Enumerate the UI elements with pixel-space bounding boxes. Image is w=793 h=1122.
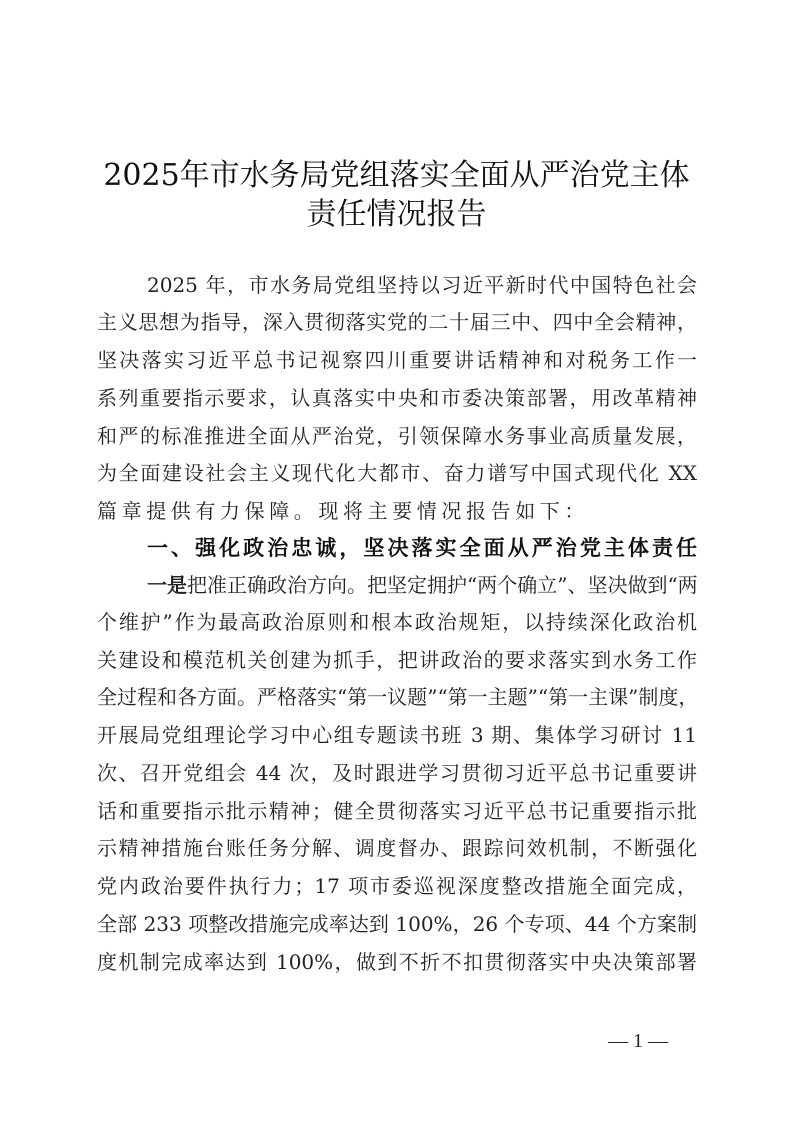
intro-line: 为全面建设社会主义现代化大都市、奋力谱写中国式现代化 XX <box>97 461 697 485</box>
section1-first-line-text: 把准正确政治方向。把坚定拥护“两个确立”、坚决做到“两 <box>187 573 698 597</box>
section-heading: 一、强化政治忠诚，坚决落实全面从严治党主体责任 <box>147 536 697 560</box>
intro-line: 坚决落实习近平总书记视察四川重要讲话精神和对税务工作一 <box>97 348 697 372</box>
intro-line: 和严的标准推进全面从严治党，引领保障水务事业高质量发展， <box>97 424 697 448</box>
document-title-line-1: 2025年市水务局党组落实全面从严治党主体 <box>103 158 690 193</box>
body-line: 开展局党组理论学习中心组专题读书班 3 期、集体学习研讨 11 <box>97 723 697 747</box>
body-line: 党内政治要件执行力；17 项市委巡视深度整改措施全面完成， <box>97 874 697 898</box>
body-line: 关建设和模范机关创建为抓手，把讲政治的要求落实到水务工作 <box>97 648 697 672</box>
body-line: 示精神措施台账任务分解、调度督办、跟踪问效机制，不断强化 <box>97 836 697 860</box>
body-line: 话和重要指示批示精神；健全贯彻落实习近平总书记重要指示批 <box>97 799 697 823</box>
body-line: 次、召开党组会 44 次，及时跟进学习贯彻习近平总书记重要讲 <box>97 761 697 785</box>
body-line: 全部 233 项整改措施完成率达到 100%，26 个专项、44 个方案制 <box>97 912 697 936</box>
intro-line: 篇章提供有力保障。现将主要情况报告如下： <box>97 499 589 523</box>
body-line: 个维护”作为最高政治原则和根本政治规矩，以持续深化政治机 <box>97 610 697 634</box>
intro-line: 系列重要指示要求，认真落实中央和市委决策部署，用改革精神 <box>97 386 697 410</box>
body-line: 全过程和各方面。严格落实“第一议题”“第一主题”“第一主课”制度， <box>97 685 699 709</box>
page-number: — 1 — <box>608 1030 668 1052</box>
intro-line: 2025 年，市水务局党组坚持以习近平新时代中国特色社会 <box>147 273 697 297</box>
section1-lead: 一是 <box>147 573 187 597</box>
document-title-line-2: 责任情况报告 <box>306 197 487 232</box>
section1-first-line <box>147 570 697 600</box>
intro-line: 主义思想为指导，深入贯彻落实党的二十届三中、四中全会精神， <box>97 310 697 334</box>
body-line: 度机制完成率达到 100%，做到不折不扣贯彻落实中央决策部署 <box>97 950 697 974</box>
